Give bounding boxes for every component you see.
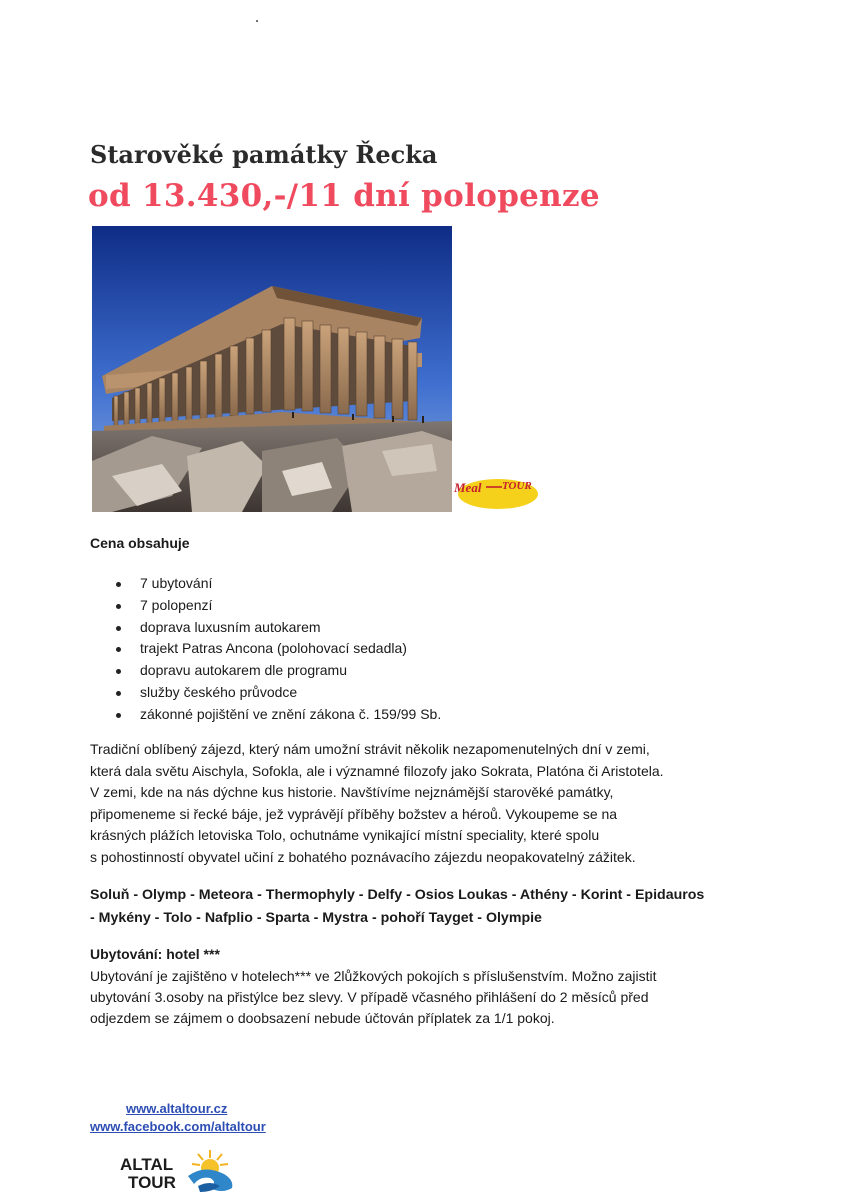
facebook-link[interactable]: www.facebook.com/altaltour bbox=[90, 1119, 266, 1134]
page-title: Starověké památky Řecka bbox=[90, 140, 438, 169]
text-line: Tradiční oblíbený zájezd, který nám umožní strávit několik nezapomenutelných dní v zemi, bbox=[90, 741, 650, 757]
text-line: připomeneme si řecké báje, jež vyprávějí příběhy božstev a hérоů. Vykoupeme se na bbox=[90, 805, 618, 822]
svg-text:Meal: Meal bbox=[454, 480, 482, 495]
altal-tour-logo bbox=[114, 1146, 260, 1196]
price-headline: od 13.430,-/11 dní polopenze bbox=[88, 178, 600, 214]
route-list bbox=[90, 884, 780, 929]
list-item: zákonné pojištění ve znění zákona č. 159/99 Sb. bbox=[90, 704, 441, 726]
route-line: - Mykény - Tolo - Nafplio - Sparta - Mystra - pohoří Tayget - Olympie bbox=[90, 909, 542, 926]
altal-logo-line2: TOUR bbox=[128, 1173, 176, 1192]
route-line: Soluň - Olymp - Meteora - Thermophyly - Delfy - Osios Loukas - Athény - Korint - Epidauros bbox=[90, 887, 705, 903]
parthenon-photo bbox=[92, 226, 452, 512]
text-line: krásných plážích letoviska Tolo, ochutnáme vynikající místní speciality, které spolu bbox=[90, 827, 600, 843]
accommodation-heading: Ubytování: hotel *** bbox=[90, 946, 220, 962]
accommodation-paragraph bbox=[90, 966, 780, 1029]
list-item: služby českého průvodce bbox=[90, 682, 441, 704]
meal-tour-logo bbox=[452, 472, 556, 512]
text-line: ubytování 3.osoby na přistýlce bez slevy. V případě včasného přihlášení do 2 měsíců před bbox=[90, 989, 649, 1005]
includes-list bbox=[90, 573, 441, 726]
list-item: doprava luxusním autokarem bbox=[90, 617, 441, 639]
text-line: V zemi, kde na nás dýchne kus historie. Navštívíme nejznámější starověké památky, bbox=[90, 784, 614, 800]
altal-logo-line1: ALTAL bbox=[120, 1155, 174, 1174]
list-item: 7 polopenzí bbox=[90, 595, 441, 617]
list-item: trajekt Patras Ancona (polohovací sedadla) bbox=[90, 638, 441, 660]
text-line: Ubytování je zajištěno v hotelech*** ve 2lůžkových pokojích s příslušenstvím. Možno zajistit bbox=[90, 968, 657, 984]
list-item: dopravu autokarem dle programu bbox=[90, 660, 441, 682]
scan-speck bbox=[256, 20, 258, 22]
text-line: odjezdem se zájmem o doobsazení nebude účtován příplatek za 1/1 pokoj. bbox=[90, 1010, 555, 1026]
text-line: s pohostinností obyvatel učiní z bohatého poznávacího zájezdu neopakovatelný zážitek. bbox=[90, 848, 636, 865]
includes-heading: Cena obsahuje bbox=[90, 535, 190, 551]
description-paragraph bbox=[90, 739, 780, 868]
website-link[interactable]: www.altaltour.cz bbox=[126, 1101, 228, 1116]
text-line: která dala světu Aischyla, Sofokla, ale i významné filozofy jako Sokrata, Platóna či Aristotela. bbox=[90, 762, 664, 779]
svg-text:TOUR: TOUR bbox=[502, 480, 532, 492]
list-item: 7 ubytování bbox=[90, 573, 441, 595]
